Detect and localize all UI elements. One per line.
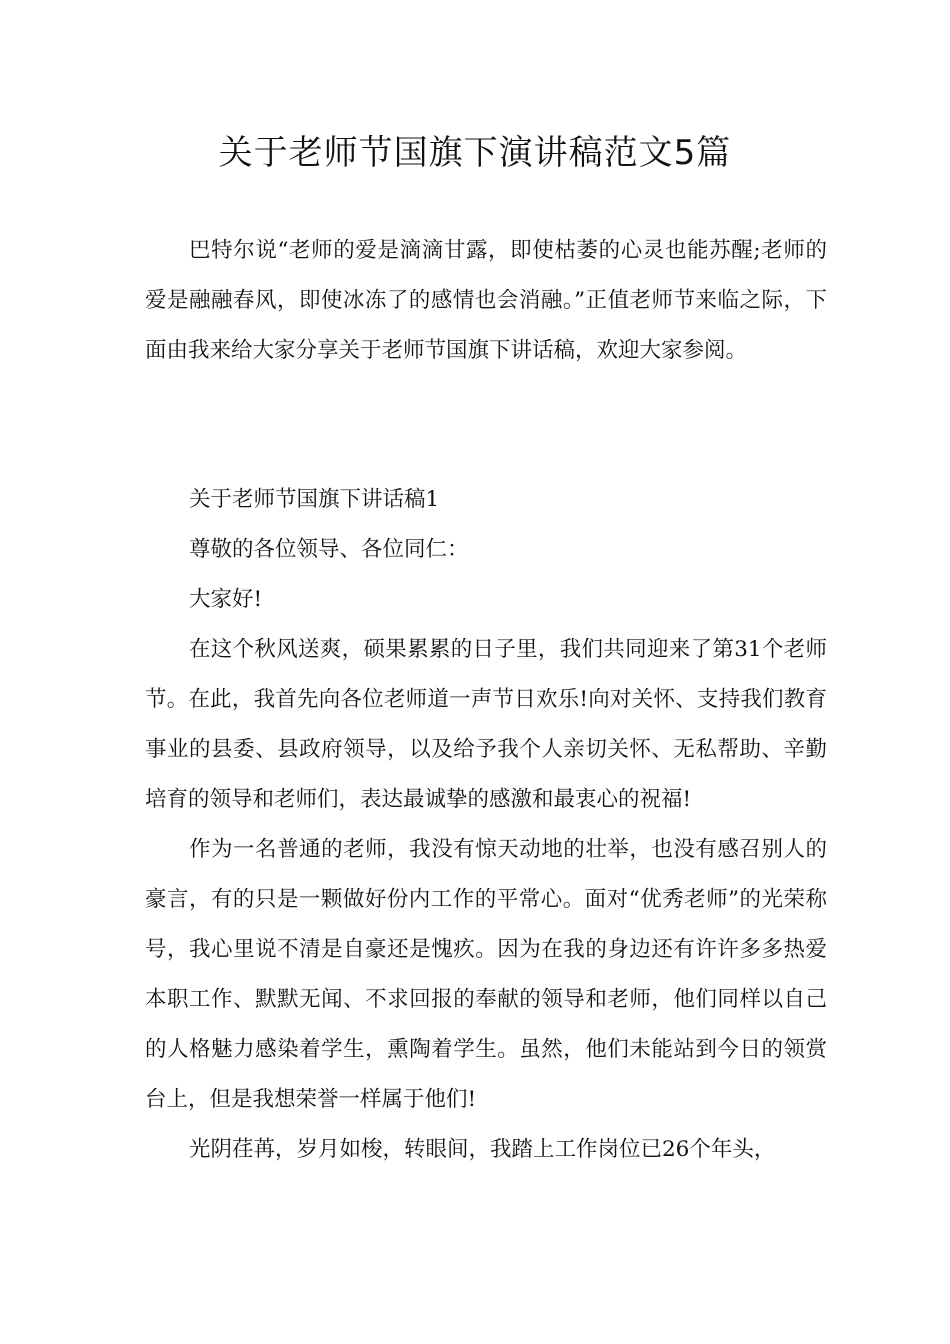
salutation: 尊敬的各位领导、各位同仁： bbox=[189, 537, 469, 562]
section-heading: 关于老师节国旗下讲话稿1 bbox=[189, 487, 440, 512]
document-title: 关于老师节国旗下演讲稿范文5篇 bbox=[218, 133, 732, 173]
greeting: 大家好! bbox=[189, 587, 263, 612]
speech-block bbox=[145, 475, 827, 1175]
intro-paragraph: 巴特尔说“老师的爱是滴滴甘露，即使枯萎的心灵也能苏醒;老师的爱是融融春风，即使冰冻了的感情也会消融。”正值老师节来临之际，下面由我来给大家分享关于老师节国旗下讲话稿，欢迎大家参阅。 bbox=[145, 238, 827, 363]
intro-block bbox=[145, 226, 827, 376]
body-paragraph-1: 在这个秋风送爽，硕果累累的日子里，我们共同迎来了第31个老师节。在此，我首先向各位老师道一声节日欢乐!向对关怀、支持我们教育事业的县委、县政府领导，以及给予我个人亲切关怀、无私帮助、辛勤培育的领导和老师们，表达最诚挚的感激和最衷心的祝福! bbox=[145, 637, 827, 812]
body-paragraph-3: 光阴荏苒，岁月如梭，转眼间，我踏上工作岗位已26个年头， bbox=[189, 1137, 776, 1162]
body-paragraph-2: 作为一名普通的老师，我没有惊天动地的壮举，也没有感召别人的豪言，有的只是一颗做好份内工作的平常心。面对“优秀老师”的光荣称号，我心里说不清是自豪还是愧疚。因为在我的身边还有许许多多热爱本职工作、默默无闻、不求回报的奉献的领导和老师，他们同样以自己的人格魅力感染着学生，熏陶着学生。虽然，他们未能站到今日的领赏台上，但是我想荣誉一样属于他们! bbox=[145, 837, 827, 1112]
